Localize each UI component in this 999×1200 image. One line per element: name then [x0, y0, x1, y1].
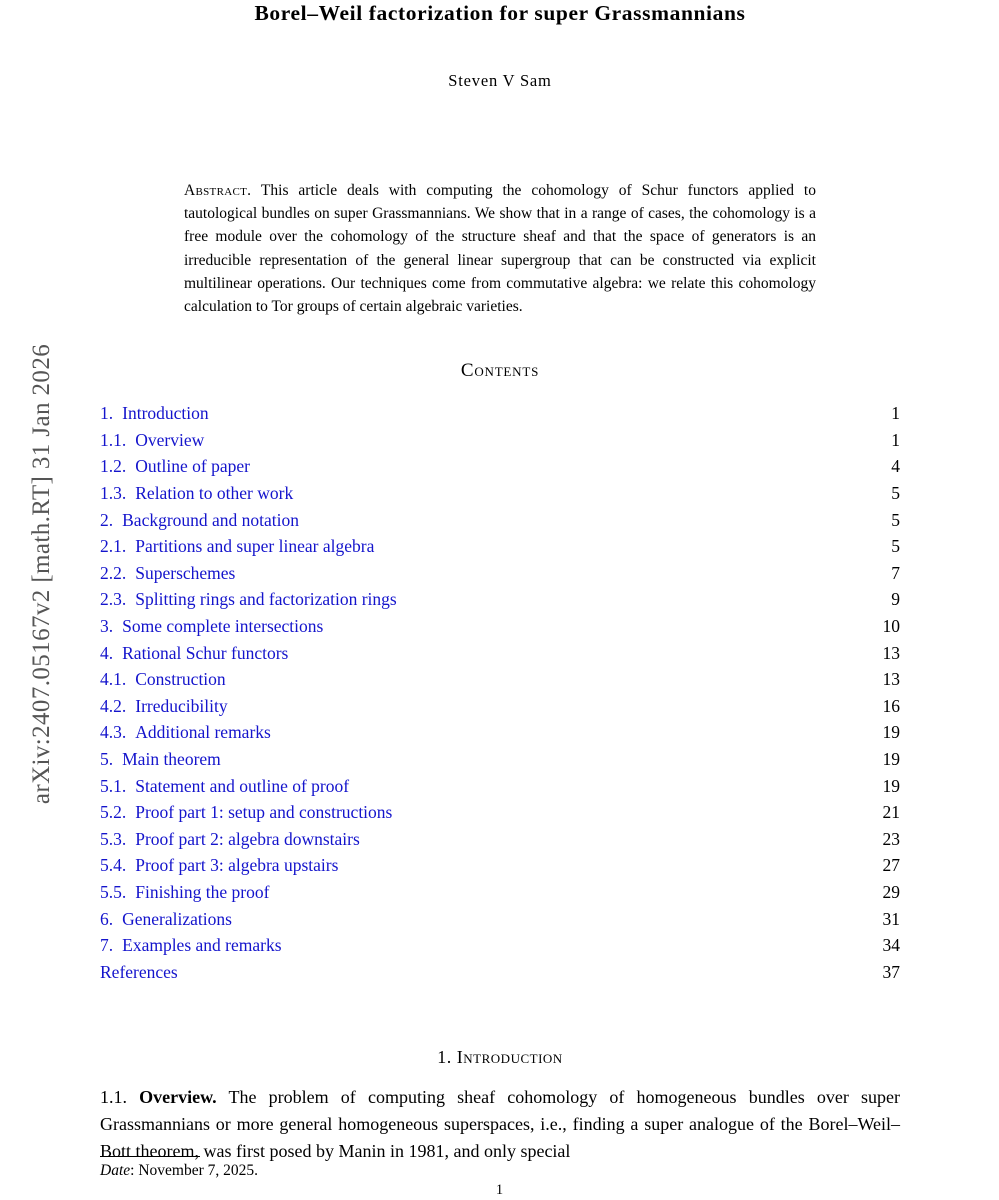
toc-entry-number: 2.3.	[100, 589, 127, 610]
toc-entry-label: Examples and remarks	[122, 935, 282, 956]
toc-entry-page: 34	[882, 935, 900, 956]
toc-entry-label: Irreducibility	[135, 695, 228, 716]
toc-entry-number: 1.	[100, 403, 114, 424]
toc-entry-label: Superschemes	[135, 562, 236, 583]
toc-entry[interactable]	[100, 852, 900, 879]
toc-entry-number: References	[100, 961, 178, 982]
toc-entry-page: 5	[891, 536, 900, 557]
toc-entry[interactable]	[100, 906, 900, 933]
toc-entry[interactable]	[100, 932, 900, 959]
toc-entry-label: Construction	[135, 669, 226, 690]
toc-entry-number: 5.2.	[100, 802, 127, 823]
toc-entry-label: Outline of paper	[135, 456, 250, 477]
toc-entry-label: Overview	[135, 429, 205, 450]
toc-entry-label: Main theorem	[122, 748, 221, 769]
toc-entry-number: 2.1.	[100, 536, 127, 557]
toc-entry-page: 19	[882, 775, 900, 796]
toc-entry-page: 13	[882, 669, 900, 690]
toc-entry-label: Additional remarks	[135, 722, 271, 743]
toc-entry-page: 37	[882, 961, 900, 982]
toc-entry[interactable]	[100, 746, 900, 773]
toc-entry-page: 16	[882, 695, 900, 716]
toc-entry[interactable]	[100, 640, 900, 667]
toc-entry[interactable]	[100, 400, 900, 427]
footnote-rule	[100, 1156, 200, 1157]
toc-entry-label: Introduction	[122, 403, 209, 424]
footnote-date	[100, 1162, 258, 1180]
contents-heading: Contents	[460, 360, 540, 382]
toc-entry[interactable]	[100, 959, 900, 986]
toc-entry-number: 4.	[100, 642, 114, 663]
toc-entry-label: Statement and outline of proof	[135, 775, 350, 796]
toc-entry-number: 4.3.	[100, 722, 127, 743]
page-number: 1	[495, 1182, 504, 1198]
abstract-block	[184, 179, 816, 318]
arxiv-identifier-stamp: arXiv:2407.05167v2 [math.RT] 31 Jan 2026	[28, 343, 55, 805]
toc-entry-label: Proof part 2: algebra downstairs	[135, 828, 360, 849]
toc-entry-page: 19	[882, 722, 900, 743]
toc-entry-page: 21	[882, 802, 900, 823]
toc-entry-number: 5.5.	[100, 881, 127, 902]
toc-entry-label: Relation to other work	[135, 483, 294, 503]
subsection-title: Overview.	[139, 1087, 217, 1108]
toc-entry-number: 2.2.	[100, 562, 127, 583]
toc-entry-label: Background and notation	[122, 509, 300, 530]
toc-entry[interactable]	[100, 453, 900, 480]
table-of-contents	[100, 400, 900, 985]
toc-entry[interactable]	[100, 719, 900, 746]
abstract-label: Abstract.	[184, 182, 252, 199]
footnote-value: : November 7, 2025.	[130, 1162, 258, 1179]
toc-entry[interactable]	[100, 879, 900, 906]
toc-entry-page: 9	[891, 589, 900, 610]
toc-entry-label: Splitting rings and factorization rings	[135, 589, 397, 610]
toc-entry-page: 23	[882, 828, 900, 849]
footnote-label: Date	[100, 1162, 131, 1179]
page-title: Borel–Weil factorization for super Grassmannians	[254, 1, 746, 25]
toc-entry-page: 1	[891, 429, 900, 450]
toc-entry[interactable]	[100, 480, 900, 507]
toc-entry[interactable]	[100, 533, 900, 560]
toc-entry-label: Finishing the proof	[135, 881, 270, 902]
toc-entry-number: 3.	[100, 615, 114, 636]
toc-entry-number: 6.	[100, 908, 114, 929]
author-name: Steven V Sam	[448, 71, 552, 90]
toc-entry-page: 5	[891, 509, 900, 530]
subsection-number: 1.1.	[100, 1087, 127, 1108]
abstract-text: This article deals with computing the cohomology of Schur functors applied to tautological bundles on super Grassmannians. We show that in a range of cases, the cohomology is a free module over the cohomology of the structure sheaf and that the space of generators is an irreducible representation of the general linear supergroup that can be constructed via explicit multilinear operations. Our techniques come from commutative algebra: we relate this cohomology calculation to Tor groups of certain algebraic varieties.	[184, 182, 816, 316]
toc-entry-page: 5	[891, 483, 900, 503]
toc-entry[interactable]	[100, 613, 900, 640]
toc-entry[interactable]	[100, 799, 900, 826]
toc-entry[interactable]	[100, 507, 900, 534]
toc-entry[interactable]	[100, 693, 900, 720]
toc-entry[interactable]	[100, 666, 900, 693]
toc-entry[interactable]	[100, 427, 900, 454]
toc-entry-label: Proof part 3: algebra upstairs	[135, 855, 339, 876]
toc-entry-number: 5.	[100, 748, 114, 769]
toc-entry-page: 31	[882, 908, 900, 929]
toc-entry-number: 2.	[100, 509, 114, 530]
toc-entry-number: 1.1.	[100, 429, 127, 450]
toc-entry-label: Rational Schur functors	[122, 642, 289, 663]
toc-entry-page: 10	[882, 615, 900, 636]
toc-entry-number: 4.1.	[100, 669, 127, 690]
toc-entry[interactable]	[100, 586, 900, 613]
toc-entry-number: 5.4.	[100, 855, 127, 876]
toc-entry-page: 7	[891, 562, 900, 583]
intro-paragraph	[100, 1084, 900, 1165]
page-content	[100, 0, 900, 1165]
toc-entry-number: 4.2.	[100, 695, 127, 716]
toc-entry[interactable]	[100, 826, 900, 853]
toc-entry-label: Partitions and super linear algebra	[135, 536, 375, 557]
toc-entry-number: 5.3.	[100, 828, 127, 849]
toc-entry-page: 19	[882, 748, 900, 769]
toc-entry-number: 7.	[100, 935, 114, 956]
toc-entry-page: 27	[882, 855, 900, 876]
toc-entry-page: 1	[891, 403, 900, 424]
toc-entry-label: Proof part 1: setup and constructions	[135, 802, 393, 823]
toc-entry-number: 5.1.	[100, 775, 127, 796]
toc-entry[interactable]	[100, 773, 900, 800]
toc-entry-number: 1.3.	[100, 483, 127, 503]
subsection-body: The problem of computing sheaf cohomology of homogeneous bundles over super Grassmannians or more general homogeneous superspaces, i.e., finding a super analogue of the Borel–Weil–Bott theorem, was first posed by Manin in 1981, and only special	[100, 1087, 900, 1162]
toc-entry-page: 29	[882, 881, 900, 902]
toc-entry[interactable]	[100, 560, 900, 587]
toc-entry-page: 4	[891, 456, 900, 477]
toc-entry-label: Some complete intersections	[122, 615, 324, 636]
toc-entry-label: Generalizations	[122, 908, 232, 929]
section-heading: 1. Introduction	[437, 1047, 563, 1068]
toc-entry-number: 1.2.	[100, 456, 127, 477]
toc-entry-page: 13	[882, 642, 900, 663]
